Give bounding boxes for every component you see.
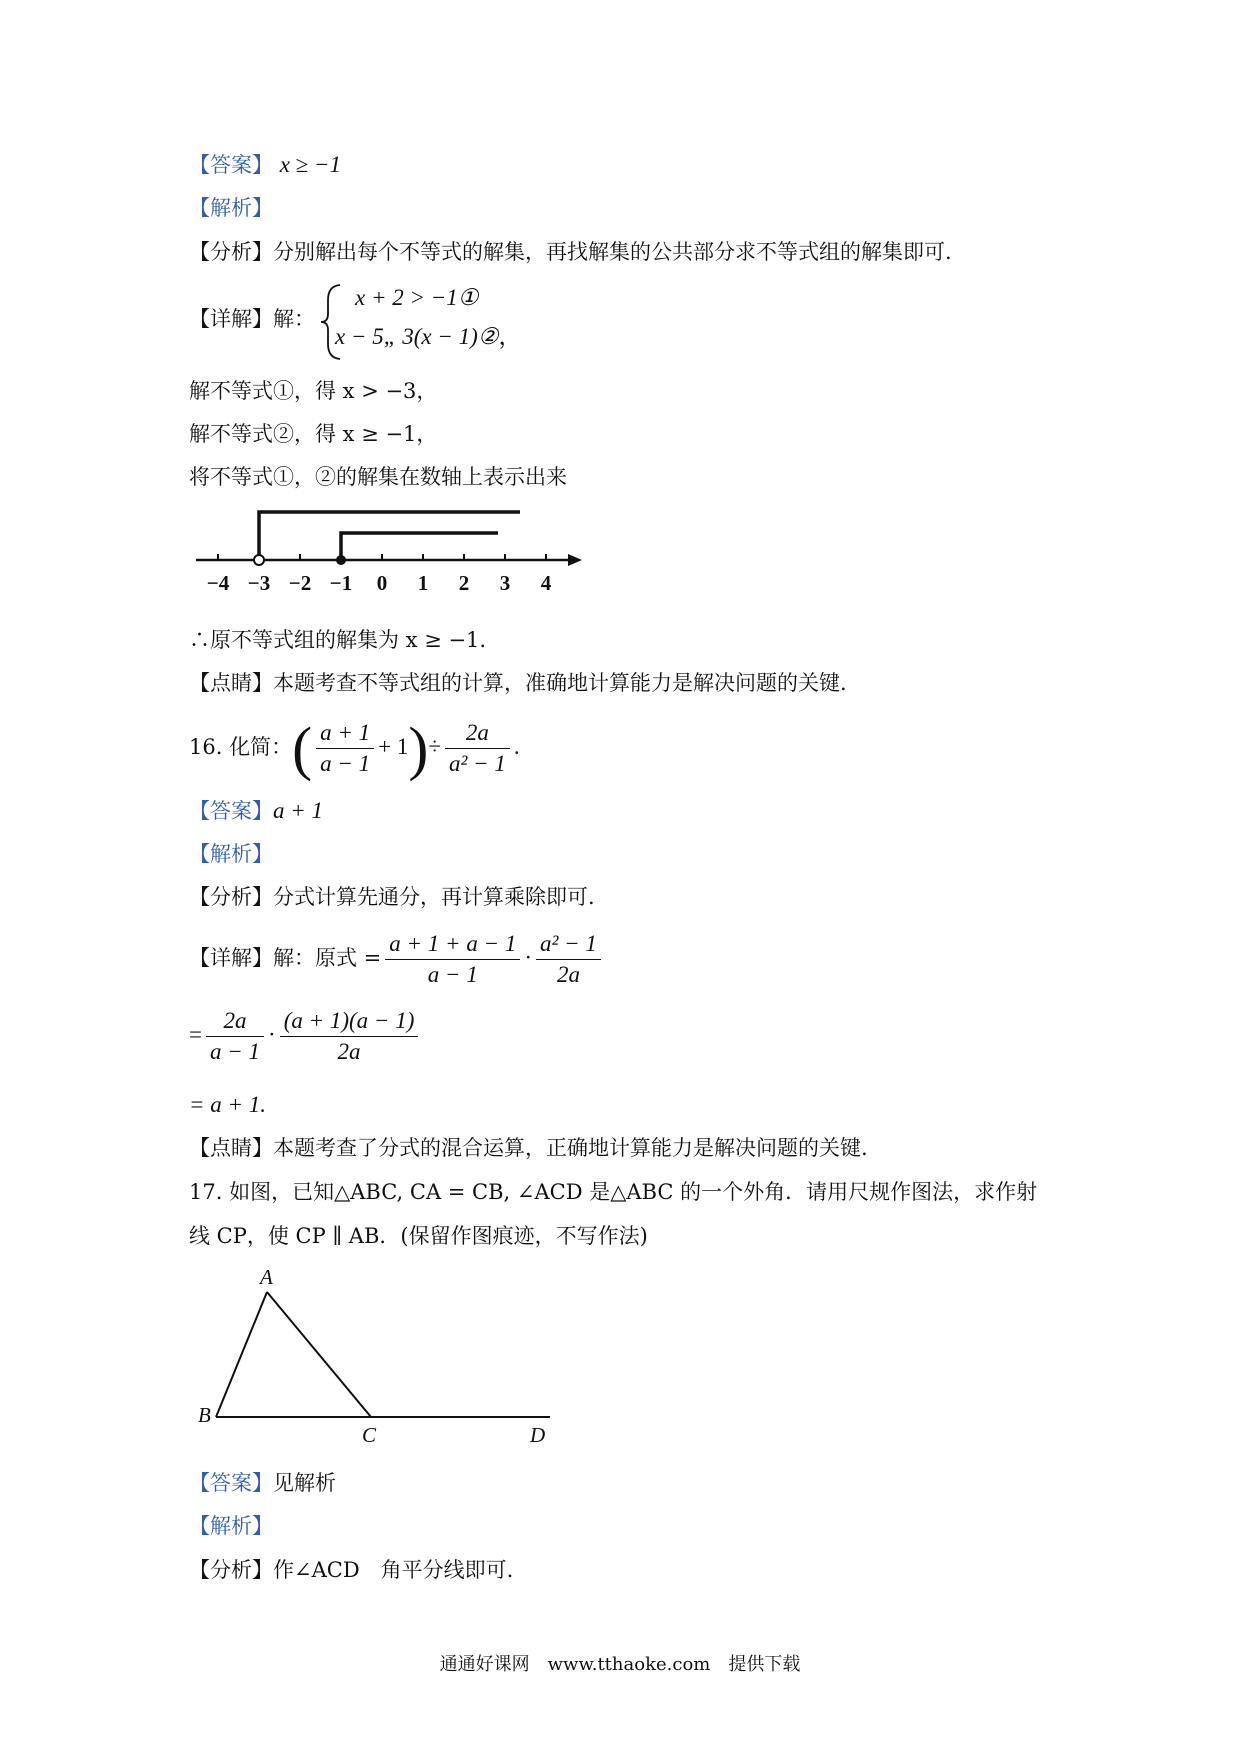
dianjing-tag: 【点睛】 [189, 671, 273, 695]
tick-label: 0 [376, 571, 388, 595]
step-1: 解不等式①，得 x > −3， [189, 379, 438, 403]
point-a-label: A [260, 1265, 273, 1289]
number-line [190, 500, 590, 600]
point-c-label: C [362, 1423, 377, 1447]
q16-analysis-tag: 【解析】 [189, 842, 273, 866]
q17-analysis-tag: 【解析】 [189, 1514, 273, 1538]
inequality-1: x + 2 > −1① [355, 285, 479, 310]
detail-prefix: 解： [273, 307, 315, 331]
open-point [254, 555, 264, 565]
q16-answer-line [189, 796, 323, 826]
tick-label: 3 [499, 571, 511, 595]
q16-step-2: = $\frac{2a}{a - 1}$ · $\frac{(a + 1)(a - 1)}{2a}$ [189, 1002, 422, 1068]
tick-label: 1 [417, 571, 429, 595]
fenxi-text: 分别解出每个不等式的解集，再找解集的公共部分求不等式组的解集即可. [273, 240, 952, 264]
tick-label: −2 [288, 571, 312, 595]
inequality-2: x − 5„ 3(x − 1)②， [335, 324, 522, 349]
q16-label: 16. 化简： [189, 735, 293, 759]
answer-line-1 [189, 150, 341, 180]
q16-detail: 【详解】解：原式 = $\frac{a + 1 + a - 1}{a - 1}$ · $\frac{\text{a² − 1}}{2a}$ [189, 925, 605, 991]
step-3: 将不等式①，②的解集在数轴上表示出来 [189, 465, 567, 489]
detail-fraction-3: $\frac{2a}{a - 1}$ [206, 1006, 264, 1067]
q17-line-2: 线 CP，使 CP ∥ AB．(保留作图痕迹，不写作法) [189, 1224, 648, 1248]
detail-tag: 【详解】 [189, 946, 273, 970]
fraction-1: $\frac{a + 1}{a - 1}$ [316, 718, 374, 779]
tick-label: 2 [458, 571, 470, 595]
tick-label: −1 [329, 571, 353, 595]
segment-ac [267, 1292, 371, 1417]
answer-value: a + 1 [273, 798, 324, 823]
tick-label: −3 [247, 571, 271, 595]
answer-value: x ≥ −1 [279, 152, 342, 177]
q17-fenxi: 【分析】作∠ACD 角平分线即可. [189, 1558, 514, 1582]
q16-final: = a + 1. [189, 1092, 267, 1117]
solution-ray-2 [341, 533, 498, 558]
fraction-2: $\frac{2a}{\text{a² − 1}}$ [445, 718, 510, 779]
detail-fraction-4: $\frac{(a + 1)(a - 1)}{2a}$ [280, 1006, 419, 1067]
segment-ab [216, 1292, 267, 1417]
axis-arrow [568, 554, 582, 566]
closed-point [336, 555, 346, 565]
triangle-figure [190, 1262, 570, 1452]
detail-fraction-1: $\frac{a + 1 + a - 1}{a - 1}$ [385, 929, 520, 990]
conclusion: ∴原不等式组的解集为 x ≥ −1. [189, 628, 487, 652]
analysis-tag: 【解析】 [189, 196, 273, 220]
fenxi-tag: 【分析】 [189, 240, 273, 264]
left-paren: ( [292, 715, 313, 782]
tick-label: 4 [540, 571, 552, 595]
q16-fenxi: 【分析】分式计算先通分，再计算乘除即可. [189, 885, 595, 909]
q16-dianjing: 【点睛】本题考查了分式的混合运算，正确地计算能力是解决问题的关键. [189, 1136, 868, 1160]
answer-tag: 【答案】 [189, 153, 273, 177]
dianjing-line-1 [189, 668, 847, 698]
point-b-label: B [198, 1403, 211, 1427]
divide-sign: ÷ [428, 734, 441, 759]
page-footer: 通通好课网 www.tthaoke.com 提供下载 [439, 1654, 801, 1675]
q17-answer-line: 【答案】见解析 [189, 1471, 336, 1495]
point-d-label: D [530, 1423, 546, 1447]
dianjing-text: 本题考查不等式组的计算，准确地计算能力是解决问题的关键. [273, 671, 847, 695]
solution-ray-1 [259, 512, 520, 558]
plus-one: + 1 [378, 734, 409, 759]
right-paren: ) [408, 715, 429, 782]
fenxi-line-1 [189, 237, 952, 267]
answer-tag: 【答案】 [189, 799, 273, 823]
detail-line-1 [189, 304, 315, 334]
step-2: 解不等式②，得 x ≥ −1， [189, 422, 438, 446]
detail-prefix: 解：原式 = [273, 946, 382, 970]
q17-line-1: 17. 如图，已知△ABC, CA = CB, ∠ACD 是△ABC 的一个外角．请用尺规作图法，求作射 [189, 1180, 1038, 1204]
tick-label: −4 [206, 571, 230, 595]
detail-fraction-2: $\frac{\text{a² − 1}}{2a}$ [536, 929, 601, 990]
detail-tag: 【详解】 [189, 307, 273, 331]
q16-statement: 16. 化简：( $\frac{a + 1}{a - 1}$ + 1)÷ $\frac{2a}{\text{a² − 1}}$ . [189, 715, 520, 782]
